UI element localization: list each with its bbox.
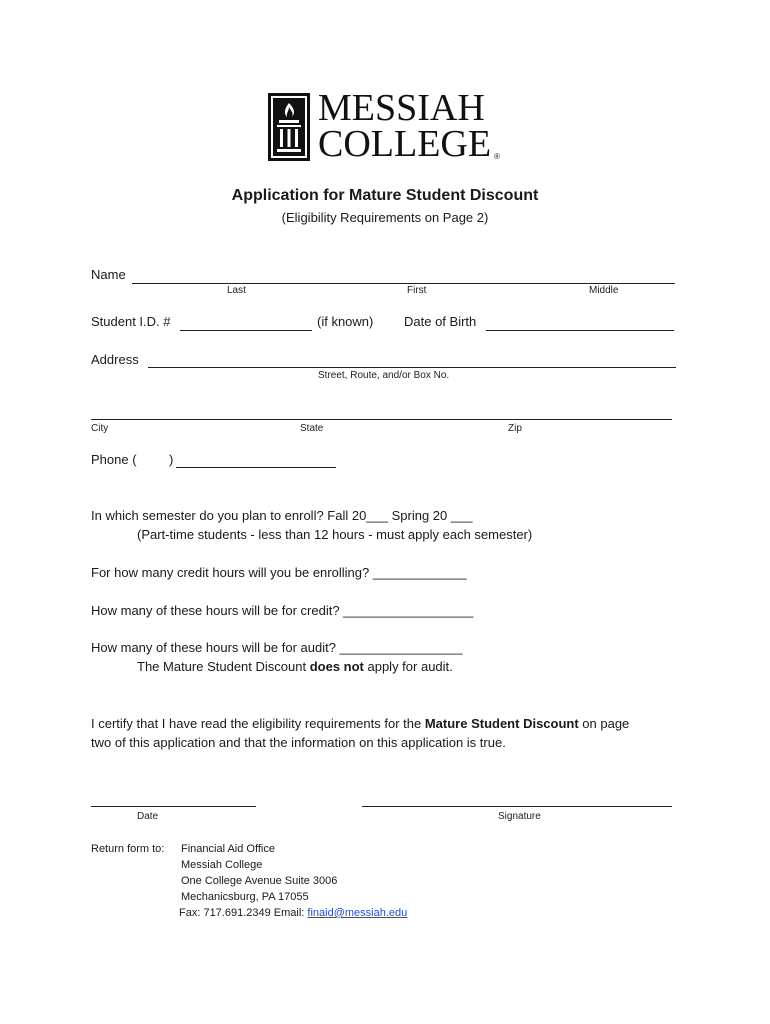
state-hint: State [300, 423, 324, 434]
return-street: One College Avenue Suite 3006 [181, 875, 338, 887]
name-middle-hint: Middle [589, 285, 619, 296]
credit-hours-for-credit-question: How many of these hours will be for credit? __________________ [91, 603, 474, 618]
address-hint: Street, Route, and/or Box No. [318, 370, 450, 381]
student-id-note: (if known) [317, 314, 374, 329]
registered-mark: ® [494, 152, 500, 161]
email-link[interactable]: finaid@messiah.edu [307, 907, 408, 919]
name-last-hint: Last [227, 285, 246, 296]
name-input-line[interactable] [132, 283, 675, 284]
certify-statement-line1: I certify that I have read the eligibility requirements for the Mature Student Discount on page [91, 716, 630, 731]
logo-wordmark-line2: COLLEGE [318, 123, 492, 165]
return-college: Messiah College [181, 859, 263, 871]
semester-question: In which semester do you plan to enroll? Fall 20___ Spring 20 ___ [91, 508, 473, 523]
return-city: Mechanicsburg, PA 17055 [181, 891, 309, 903]
date-label: Date [137, 811, 159, 822]
credit-hours-for-audit-question: How many of these hours will be for audit? _________________ [91, 640, 463, 655]
page-title: Application for Mature Student Discount [231, 187, 539, 204]
zip-hint: Zip [508, 423, 522, 434]
torch-emblem-icon [268, 93, 310, 161]
return-contact: Fax: 717.691.2349 Email: finaid@messiah.edu [179, 907, 408, 919]
audit-note: The Mature Student Discount does not apply for audit. [137, 659, 453, 674]
phone-paren-close: ) [169, 452, 174, 467]
dob-label: Date of Birth [404, 314, 477, 329]
name-first-hint: First [407, 285, 427, 296]
semester-note: (Part-time students - less than 12 hours - must apply each semester) [137, 527, 533, 542]
signature-label: Signature [498, 811, 541, 822]
return-label: Return form to: [91, 843, 165, 855]
name-label: Name [91, 267, 126, 282]
student-id-label: Student I.D. # [91, 314, 171, 329]
page-subtitle: (Eligibility Requirements on Page 2) [281, 210, 489, 225]
phone-label: Phone ( [91, 452, 137, 467]
address-input-line[interactable] [148, 367, 676, 368]
address-label: Address [91, 352, 139, 367]
date-input-line[interactable] [91, 806, 256, 807]
city-hint: City [91, 423, 109, 434]
signature-input-line[interactable] [362, 806, 672, 807]
logo-wordmark-line1: MESSIAH [318, 87, 485, 129]
dob-input-line[interactable] [486, 330, 674, 331]
city-state-zip-input-line[interactable] [91, 419, 672, 420]
certify-statement-line2: two of this application and that the information on this application is true. [91, 735, 506, 750]
student-id-input-line[interactable] [180, 330, 312, 331]
return-office: Financial Aid Office [181, 843, 275, 855]
credit-hours-question: For how many credit hours will you be enrolling? _____________ [91, 565, 467, 580]
phone-input-line[interactable] [176, 467, 336, 468]
